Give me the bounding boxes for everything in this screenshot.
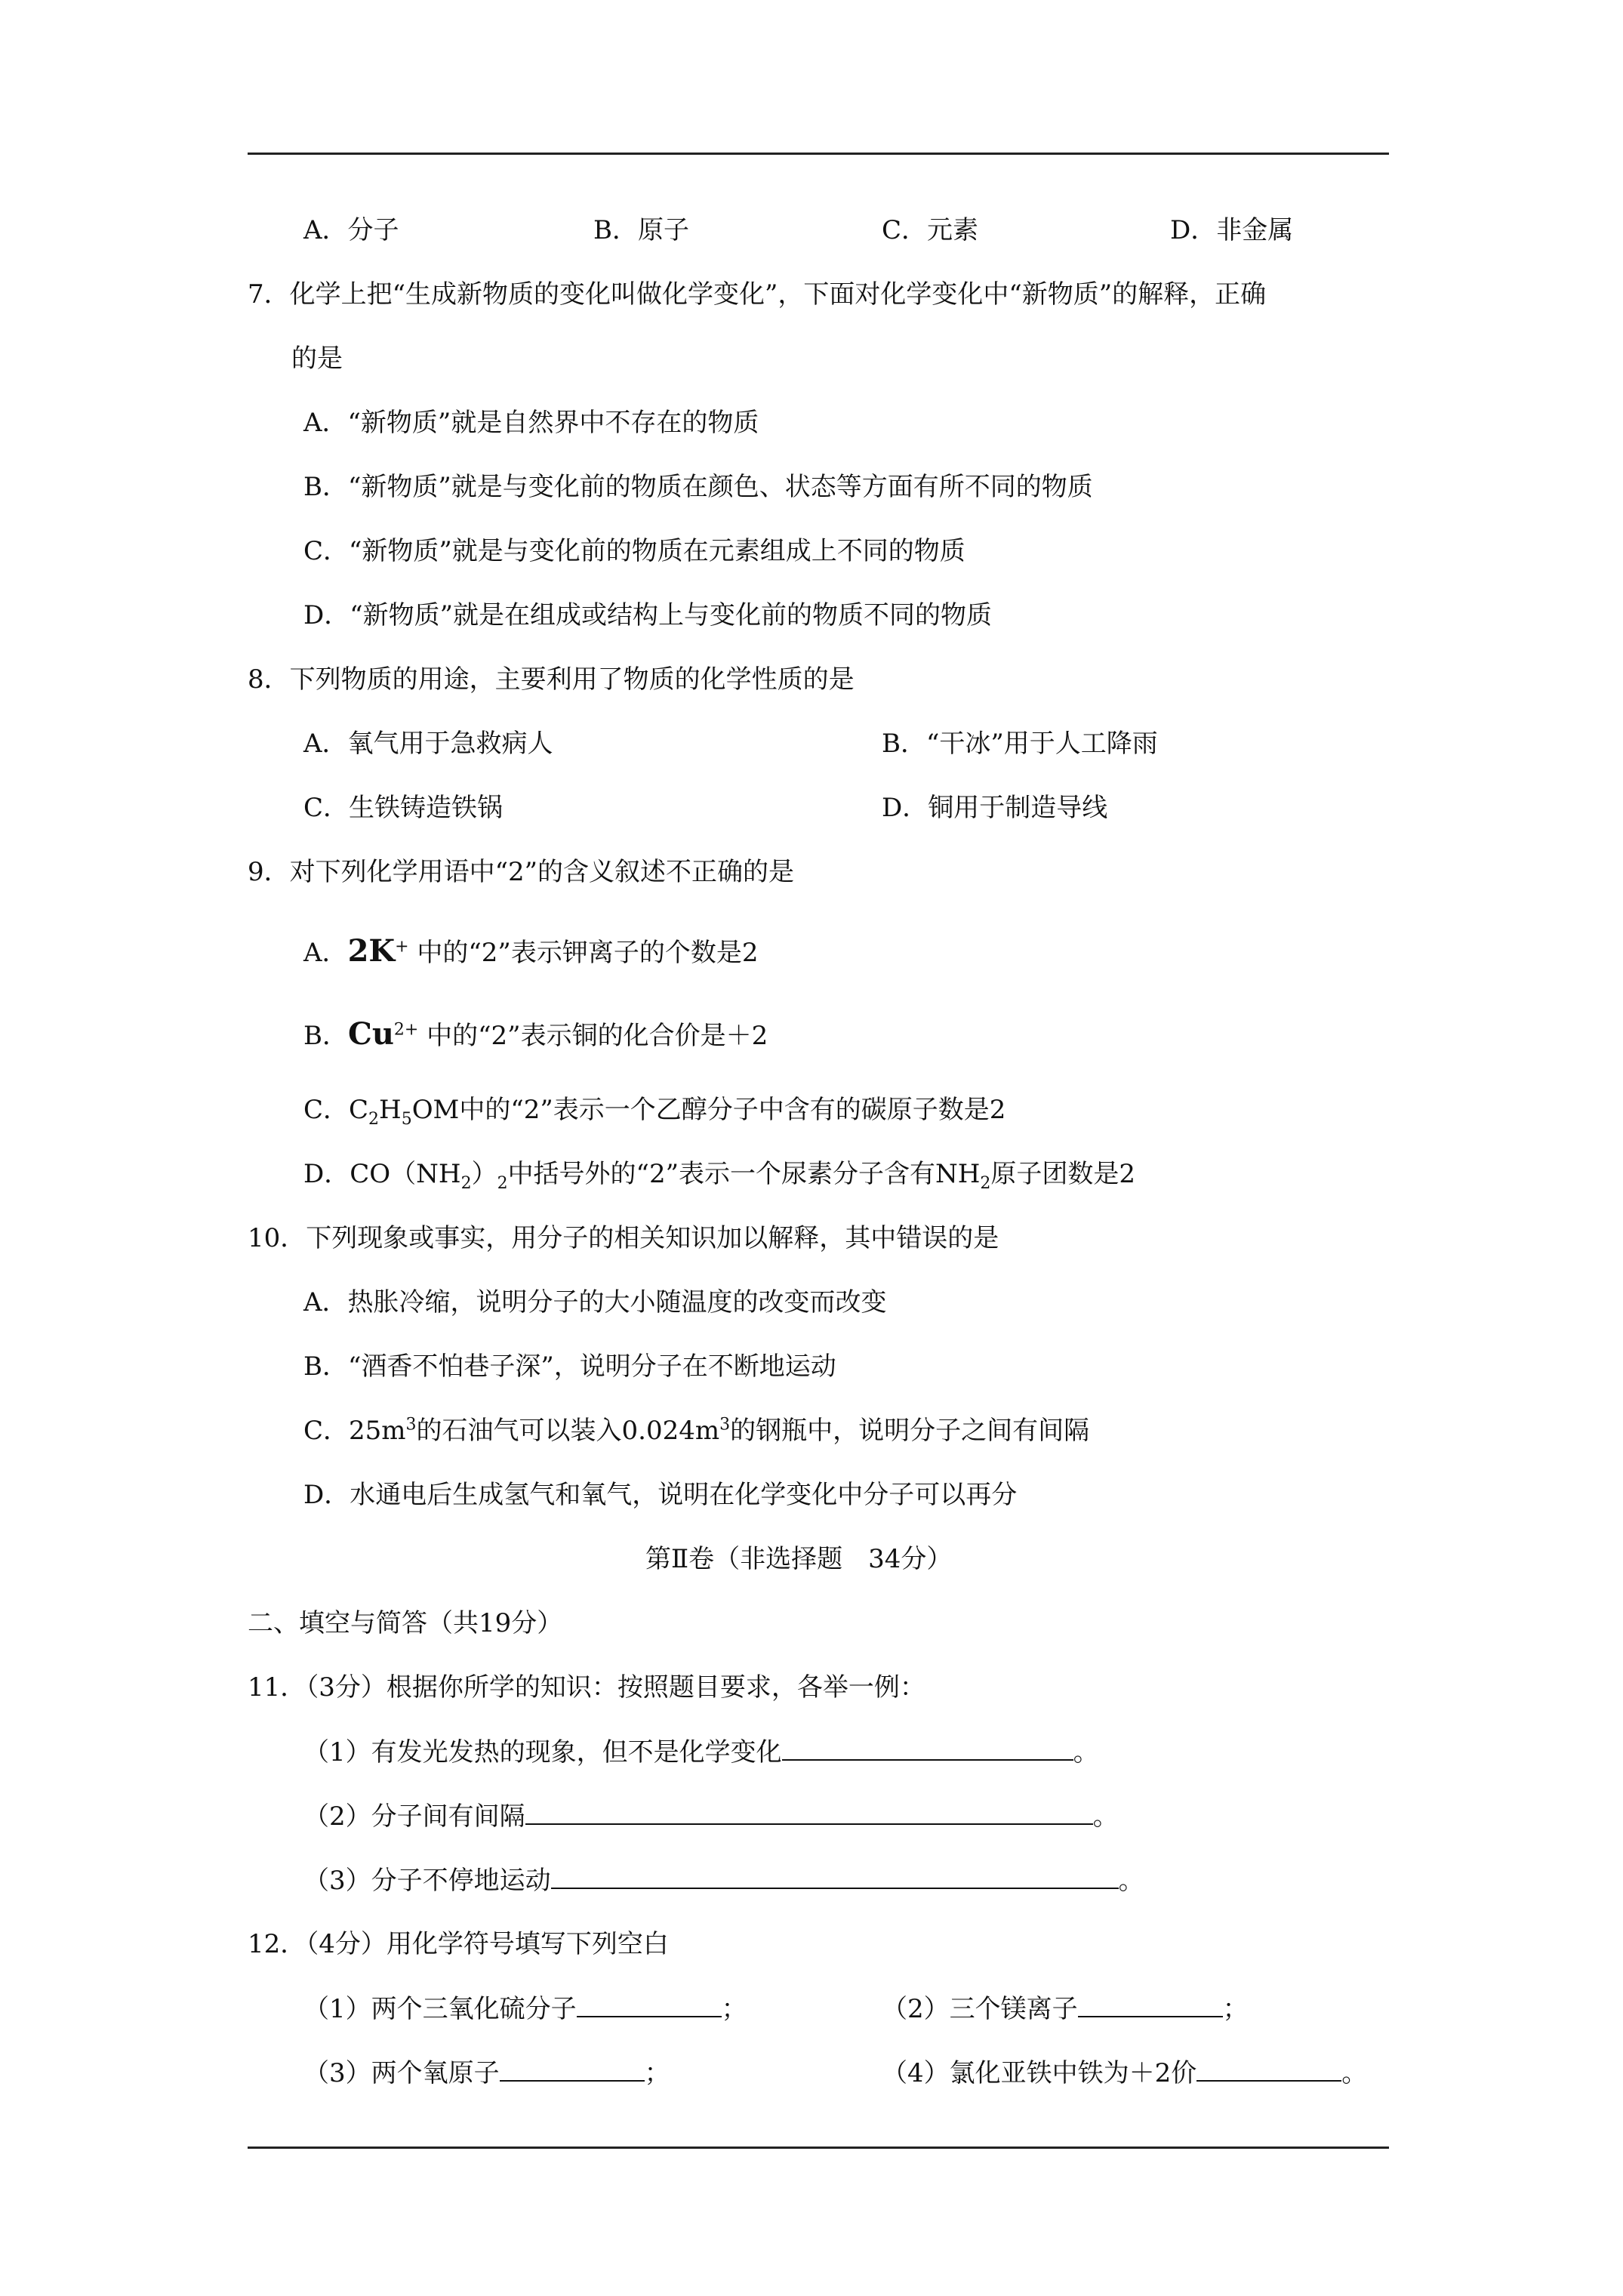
q9-d-sub3: 2 [980, 1173, 991, 1193]
q9-b-symbol: Cu [348, 1016, 394, 1052]
q11-item-1-text: （1）有发光发热的现象，但不是化学变化 [303, 1737, 782, 1767]
q9-d-part2: ） [471, 1159, 497, 1189]
q9-a-charge: + [395, 937, 409, 957]
q9-option-c [303, 1095, 1006, 1129]
q8-option-b: B．“干冰”用于人工降雨 [882, 729, 1158, 759]
q12-item-4-text: （4）氯化亚铁中铁为＋2价 [882, 2058, 1197, 2088]
q10-c-part2: 的石油气可以装入0.024m [416, 1416, 720, 1446]
q9-b-charge: 2+ [393, 1020, 419, 1040]
q12-item-1 [303, 1993, 747, 2024]
q12-stem: 12．（4分）用化学符号填写下列空白 [248, 1929, 669, 1959]
q6-option-a: A．分子 [303, 215, 399, 245]
q10-stem: 10．下列现象或事实，用分子的相关知识加以解释，其中错误的是 [248, 1223, 999, 1253]
q6-option-d: D．非金属 [1170, 215, 1294, 245]
q7-stem-line1: 7．化学上把“生成新物质的变化叫做化学变化”，下面对化学变化中“新物质”的解释，正确 [248, 279, 1267, 310]
q8-stem: 8．下列物质的用途，主要利用了物质的化学性质的是 [248, 664, 855, 695]
q12-item-2-end: ； [1222, 1994, 1249, 2024]
q9-c-part3: OM中的“2”表示一个乙醇分子中含有的碳原子数是2 [411, 1095, 1006, 1125]
q10-option-a: A．热胀冷缩，说明分子的大小随温度的改变而改变 [303, 1287, 887, 1318]
q12-blank-3[interactable] [500, 2057, 645, 2082]
q9-c-sub1: 2 [368, 1109, 380, 1129]
q8-option-c: C．生铁铸造铁锅 [303, 793, 504, 823]
q9-a-prefix: A． [303, 938, 348, 968]
q8-option-d: D．铜用于制造导线 [882, 793, 1108, 823]
q12-item-3-end: ； [644, 2058, 670, 2088]
q11-item-1 [303, 1737, 1099, 1767]
q9-option-d [303, 1159, 1135, 1193]
q9-option-a [303, 933, 759, 969]
q12-blank-1[interactable] [577, 1993, 722, 2017]
q11-blank-3[interactable] [551, 1865, 1119, 1889]
q9-d-sub1: 2 [460, 1173, 472, 1193]
q11-blank-1[interactable] [782, 1737, 1073, 1761]
bottom-rule [248, 2147, 1389, 2149]
q10-c-sup2: 3 [719, 1415, 731, 1435]
q11-item-2-end: 。 [1092, 1801, 1119, 1832]
q11-item-2-text: （2）分子间有间隔 [303, 1801, 525, 1832]
q6-option-c: C．元素 [882, 215, 979, 245]
q9-d-part1: D．CO（NH [303, 1159, 461, 1189]
q8-option-a: A．氧气用于急救病人 [303, 729, 553, 759]
section2-title: 二、填空与简答（共19分） [248, 1608, 563, 1638]
q9-b-prefix: B． [303, 1021, 348, 1051]
q10-option-c [303, 1416, 1089, 1446]
q11-item-3-end: 。 [1118, 1866, 1144, 1896]
q10-c-sup1: 3 [405, 1415, 417, 1435]
q12-item-4-end: 。 [1341, 2058, 1368, 2088]
q12-item-4 [882, 2057, 1367, 2088]
q12-item-1-end: ； [721, 1994, 747, 2024]
q11-item-2 [303, 1801, 1119, 1832]
q7-stem-line2: 的是 [291, 344, 343, 374]
q9-option-b [303, 1016, 768, 1052]
q9-a-symbol: 2K [347, 933, 396, 969]
q10-c-part3: 的钢瓶中，说明分子之间有间隔 [730, 1416, 1090, 1446]
q9-c-part2: H [379, 1095, 402, 1125]
top-rule [248, 153, 1389, 155]
q7-option-c: C．“新物质”就是与变化前的物质在元素组成上不同的物质 [303, 536, 965, 566]
q12-blank-4[interactable] [1196, 2057, 1341, 2082]
q12-item-1-text: （1）两个三氧化硫分子 [303, 1994, 577, 2024]
q11-item-1-end: 。 [1073, 1737, 1099, 1767]
q7-option-a: A．“新物质”就是自然界中不存在的物质 [303, 408, 759, 438]
q9-stem: 9．对下列化学用语中“2”的含义叙述不正确的是 [248, 857, 795, 887]
q7-option-b: B．“新物质”就是与变化前的物质在颜色、状态等方面有所不同的物质 [303, 472, 1093, 502]
q12-item-2 [882, 1993, 1249, 2024]
q9-c-sub2: 5 [401, 1109, 412, 1129]
part2-title: 第Ⅱ卷（非选择题 34分） [645, 1544, 953, 1574]
q10-c-part1: C．25m [303, 1416, 406, 1446]
q10-option-b: B．“酒香不怕巷子深”，说明分子在不断地运动 [303, 1351, 836, 1382]
q12-item-3-text: （3）两个氧原子 [303, 2058, 500, 2088]
q9-d-sub2: 2 [497, 1173, 508, 1193]
q9-d-part3: 中括号外的“2”表示一个尿素分子含有NH [507, 1159, 981, 1189]
q7-option-d: D．“新物质”就是在组成或结构上与变化前的物质不同的物质 [303, 600, 993, 630]
q9-d-part4: 原子团数是2 [990, 1159, 1135, 1189]
q11-blank-2[interactable] [525, 1801, 1093, 1825]
q12-item-2-text: （2）三个镁离子 [882, 1994, 1078, 2024]
q9-b-text: 中的“2”表示铜的化合价是＋2 [427, 1021, 768, 1051]
q11-item-3 [303, 1865, 1144, 1896]
q9-a-text: 中的“2”表示钾离子的个数是2 [417, 938, 759, 968]
q9-c-part1: C．C [303, 1095, 369, 1125]
q12-item-3 [303, 2057, 670, 2088]
q11-stem: 11．（3分）根据你所学的知识：按照题目要求，各举一例： [248, 1672, 925, 1703]
q10-option-d: D．水通电后生成氢气和氧气，说明在化学变化中分子可以再分 [303, 1480, 1018, 1510]
q12-blank-2[interactable] [1078, 1993, 1223, 2017]
q6-option-b: B．原子 [593, 215, 689, 245]
q11-item-3-text: （3）分子不停地运动 [303, 1866, 551, 1896]
